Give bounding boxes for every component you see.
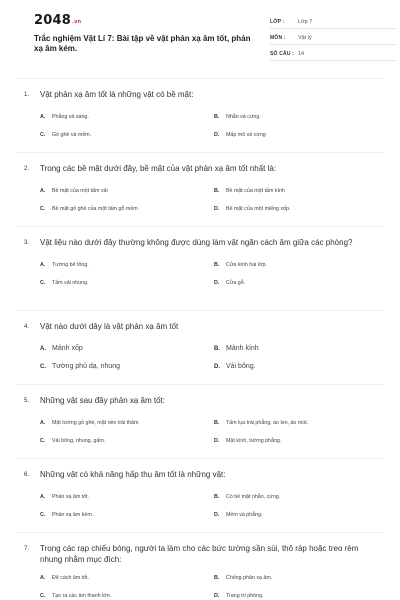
option-letter: A. [40, 493, 46, 500]
answer-option[interactable] [214, 362, 386, 371]
answer-options [16, 492, 384, 519]
question-number: 4. [24, 324, 30, 330]
meta-value: 14 [298, 51, 305, 57]
answer-option[interactable] [214, 130, 386, 139]
option-letter: A. [40, 345, 46, 352]
option-letter: C. [40, 511, 46, 518]
option-letter: C. [40, 279, 46, 286]
answer-option[interactable] [214, 204, 386, 213]
logo-text: 2048 [34, 13, 71, 28]
option-text: Tấm vải nhung. [52, 279, 89, 286]
option-text: Tường bê tông. [52, 261, 89, 268]
option-text: Mấp mô và cứng [226, 131, 266, 138]
answer-option[interactable] [40, 186, 212, 195]
answer-option[interactable] [214, 418, 386, 427]
option-text: Để cách âm tốt. [52, 574, 90, 581]
meta-row [270, 13, 396, 29]
answer-option[interactable] [40, 112, 212, 121]
question-text [16, 321, 384, 333]
answer-options [16, 344, 384, 371]
answer-option[interactable] [40, 418, 212, 427]
option-text: Vải bông, nhung, gấm. [52, 437, 106, 444]
answer-option[interactable] [40, 278, 212, 287]
option-text: Bề mặt của một tấm vải [52, 187, 108, 194]
option-letter: B. [214, 261, 220, 268]
meta-value: Lớp 7 [298, 19, 313, 25]
option-letter: B. [214, 345, 220, 352]
option-letter: A. [40, 187, 46, 194]
option-letter: D. [214, 363, 220, 370]
option-letter: D. [214, 511, 220, 518]
option-text: Mặt kính, tường phẳng. [226, 437, 282, 444]
question-stem: Vật phản xạ âm tốt là những vật có bề mặt: [40, 90, 194, 99]
option-text: Phản xạ âm tốt. [52, 493, 90, 500]
option-text: Gồ ghề và mềm. [52, 131, 92, 138]
option-letter: B. [214, 574, 220, 581]
option-text: Tạo ra các âm thanh lớn. [52, 592, 112, 599]
option-letter: D. [214, 205, 220, 212]
meta-label: SỐ CÂU : [270, 51, 295, 57]
answer-option[interactable] [214, 573, 386, 582]
question-text [16, 395, 384, 407]
option-text: Nhẵn và cứng. [226, 113, 261, 120]
question-stem: Trong các bề mặt dưới đây, bề mặt của vật phản xạ âm tốt nhất là: [40, 164, 277, 173]
question-block [16, 152, 384, 226]
answer-option[interactable] [214, 344, 386, 353]
option-text: Bề mặt của một miếng xốp. [226, 205, 291, 212]
meta-info [270, 13, 396, 61]
option-text: Mảnh kính [226, 345, 259, 352]
question-number: 1. [24, 92, 30, 98]
question-number: 5. [24, 398, 30, 404]
option-text: Mảnh xốp [52, 345, 83, 352]
option-letter: B. [214, 493, 220, 500]
option-letter: B. [214, 187, 220, 194]
question-number: 2. [24, 166, 30, 172]
option-text: Bề mặt gồ ghề của một tấm gỗ mềm [52, 205, 138, 212]
option-letter: C. [40, 205, 46, 212]
answer-option[interactable] [214, 112, 386, 121]
answer-options [16, 112, 384, 139]
option-letter: A. [40, 113, 46, 120]
option-text: Phản xạ âm kém. [52, 511, 94, 518]
answer-options [16, 418, 384, 445]
option-text: Bề mặt của một tấm kính [226, 187, 285, 194]
question-text [16, 163, 384, 175]
option-letter: B. [214, 113, 220, 120]
option-letter: D. [214, 279, 220, 286]
option-text: Mềm và phẳng. [226, 511, 263, 518]
answer-option[interactable] [214, 492, 386, 501]
question-number: 3. [24, 240, 30, 246]
question-block [16, 78, 384, 152]
option-text: Cửa gỗ. [226, 279, 246, 286]
option-letter: A. [40, 419, 46, 426]
answer-option[interactable] [214, 186, 386, 195]
option-text: Tường phủ dạ, nhung [52, 363, 121, 370]
answer-option[interactable] [40, 573, 212, 582]
question-stem: Những vật sau đây phản xạ âm tốt: [40, 396, 165, 405]
question-block [16, 384, 384, 458]
answer-option[interactable] [40, 260, 212, 269]
question-number: 6. [24, 472, 30, 478]
meta-label: LỚP : [270, 19, 285, 25]
question-stem: Vật nào dưới dây là vật phản xạ âm tốt [40, 322, 179, 331]
option-letter: A. [40, 261, 46, 268]
answer-option[interactable] [214, 260, 386, 269]
question-stem: Vật liệu nào dưới đây thường không được dùng làm vật ngăn cách âm giữa các phòng? [40, 238, 353, 247]
meta-value: Vật lý [298, 35, 312, 41]
answer-option[interactable] [214, 436, 386, 445]
question-stem: Những vật có khả năng hấp thụ âm tốt là những vật: [40, 470, 226, 479]
answer-option[interactable] [40, 591, 212, 600]
option-text: Trang trí phòng. [226, 592, 264, 599]
answer-option[interactable] [214, 591, 386, 600]
question-number: 7. [24, 546, 30, 552]
question-text [16, 543, 384, 565]
option-text: Chống phản xạ âm. [226, 574, 273, 581]
meta-row [270, 29, 396, 45]
answer-options [16, 186, 384, 213]
answer-option[interactable] [40, 344, 212, 353]
logo-suffix: .vn [71, 19, 82, 25]
option-letter: A. [40, 574, 46, 581]
page-header [16, 0, 390, 78]
option-text: Có bề mặt nhẵn, cứng. [226, 493, 281, 500]
site-logo[interactable] [34, 13, 81, 28]
answer-option[interactable] [40, 492, 212, 501]
option-text: Tấm lụa trải phẳng, áo len, áo mút. [226, 419, 309, 426]
question-text [16, 237, 384, 249]
option-text: Vải bông. [226, 363, 256, 370]
question-text [16, 469, 384, 481]
answer-option[interactable] [40, 204, 212, 213]
option-letter: D. [214, 437, 220, 444]
option-letter: D. [214, 592, 220, 599]
option-text: Mặt tường gồ ghề, mặt nền trải thảm [52, 419, 139, 426]
answer-options [16, 573, 384, 600]
option-text: Cửa kính hai lớp. [226, 261, 267, 268]
option-letter: B. [214, 419, 220, 426]
option-letter: C. [40, 437, 46, 444]
meta-row [270, 45, 396, 61]
question-block [16, 458, 384, 532]
answer-option[interactable] [40, 436, 212, 445]
option-letter: C. [40, 131, 46, 138]
question-block [16, 310, 384, 384]
answer-options [16, 260, 384, 287]
answer-option[interactable] [40, 510, 212, 519]
answer-option[interactable] [40, 362, 212, 371]
option-letter: D. [214, 131, 220, 138]
meta-label: MÔN : [270, 35, 286, 41]
question-list [16, 78, 384, 600]
option-text: Phẳng và sáng. [52, 113, 89, 120]
answer-option[interactable] [214, 510, 386, 519]
question-block [16, 226, 384, 310]
answer-option[interactable] [214, 278, 386, 287]
option-letter: C. [40, 363, 46, 370]
answer-option[interactable] [40, 130, 212, 139]
option-letter: C. [40, 592, 46, 599]
question-block [16, 532, 384, 600]
question-text [16, 89, 384, 101]
document-title: Trắc nghiệm Vật Lí 7: Bài tập về vật phản xạ âm tốt, phản xạ âm kém. [34, 34, 251, 53]
question-stem: Trong các rạp chiếu bóng, người ta làm cho các bức tường sần sùi, thô ráp hoặc treo rèm nhung nhằm mục đích: [40, 544, 359, 564]
